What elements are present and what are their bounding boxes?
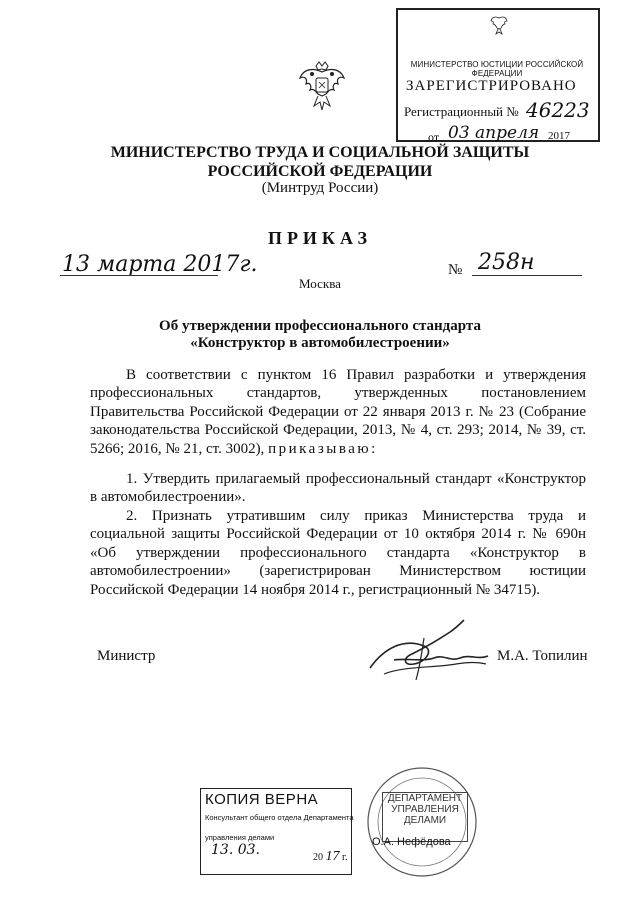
stamp-number-label: Регистрационный № <box>404 104 519 119</box>
double-headed-eagle-icon <box>298 60 346 114</box>
copy-stamp-consultant: Консультант общего отдела Департамента <box>205 813 354 822</box>
preamble-paragraph <box>90 366 586 458</box>
city: Москва <box>299 276 341 291</box>
order-number-label: № <box>448 262 463 278</box>
clause-2: 2. Признать утратившим силу приказ Министерства труда и социальной защиты Российской Федерации от 10 октября 2014 г. № 690н «Об утверждении профессионального стандарта «Конструктор в автомобилестроении» (зарегистрирован Министерством юстиции Российской Федерации 14 ноября 2014 г., регистрационный № 34715). <box>90 508 586 598</box>
signatory-name: М.А. Топилин <box>497 648 588 664</box>
order-number: 258н <box>478 250 535 275</box>
handwritten-signature <box>364 618 504 698</box>
stamp-date: 03 апреля <box>448 123 540 143</box>
stamp-number: 46223 <box>526 98 590 122</box>
copy-stamp-name: О.А. Нефёдова <box>372 836 451 848</box>
small-eagle-icon <box>490 14 508 36</box>
copy-stamp-year <box>313 849 347 865</box>
seal-line-2: УПРАВЛЕНИЯ <box>391 804 459 815</box>
document-type: ПРИКАЗ <box>267 228 373 248</box>
clause-1: 1. Утвердить прилагаемый профессиональный стандарт «Конструктор в автомобилестроении». <box>90 471 586 506</box>
copy-stamp-date: 13. 03. <box>211 842 260 858</box>
preamble-text: В соответствии с пунктом 16 Правил разработки и утверждения профессиональных стандартов, утвержденных постановлением Правительства Российской Федерации от 22 января 2013 г. № 23 (Собрание законодательства Российской Федерации, 2013, № 4, ст. 293; 2014, № 39, ст. 5266; 2016, № 21, ст. 3002), <box>90 367 586 457</box>
ministry-line-2: РОССИЙСКОЙ ФЕДЕРАЦИИ <box>207 163 433 180</box>
ministry-name <box>100 143 540 181</box>
year-hand: 17 <box>325 849 340 864</box>
year-suffix: г. <box>342 852 348 863</box>
order-subject <box>100 318 540 352</box>
stamp-year: 2017 <box>548 130 570 142</box>
year-prefix: 20 <box>313 852 323 863</box>
seal-line-3: ДЕЛАМИ <box>403 815 447 826</box>
stamp-ministry: МИНИСТЕРСТВО ЮСТИЦИИ РОССИЙСКОЙ ФЕДЕРАЦИИ <box>410 60 584 78</box>
subject-line-2: «Конструктор в автомобилестроении» <box>190 335 450 351</box>
copy-stamp-department: управления делами <box>205 833 275 842</box>
copy-stamp-title: КОПИЯ ВЕРНА <box>205 791 319 808</box>
ministry-short-name: (Минтруд России) <box>261 180 379 196</box>
subject-line-1: Об утверждении профессионального стандарта <box>159 318 481 334</box>
seal-line-1: ДЕПАРТАМЕНТ <box>387 793 463 804</box>
registration-stamp <box>396 8 600 142</box>
ministry-line-1: МИНИСТЕРСТВО ТРУДА И СОЦИАЛЬНОЙ ЗАЩИТЫ <box>110 144 530 161</box>
order-phrase: приказываю: <box>268 440 378 457</box>
order-date: 13 марта 2017г. <box>62 252 258 277</box>
copy-certification-stamp <box>200 788 352 875</box>
stamp-title: ЗАРЕГИСТРИРОВАНО <box>406 78 577 94</box>
signatory-title: Министр <box>97 648 156 664</box>
stamp-date-label: от <box>428 130 440 144</box>
